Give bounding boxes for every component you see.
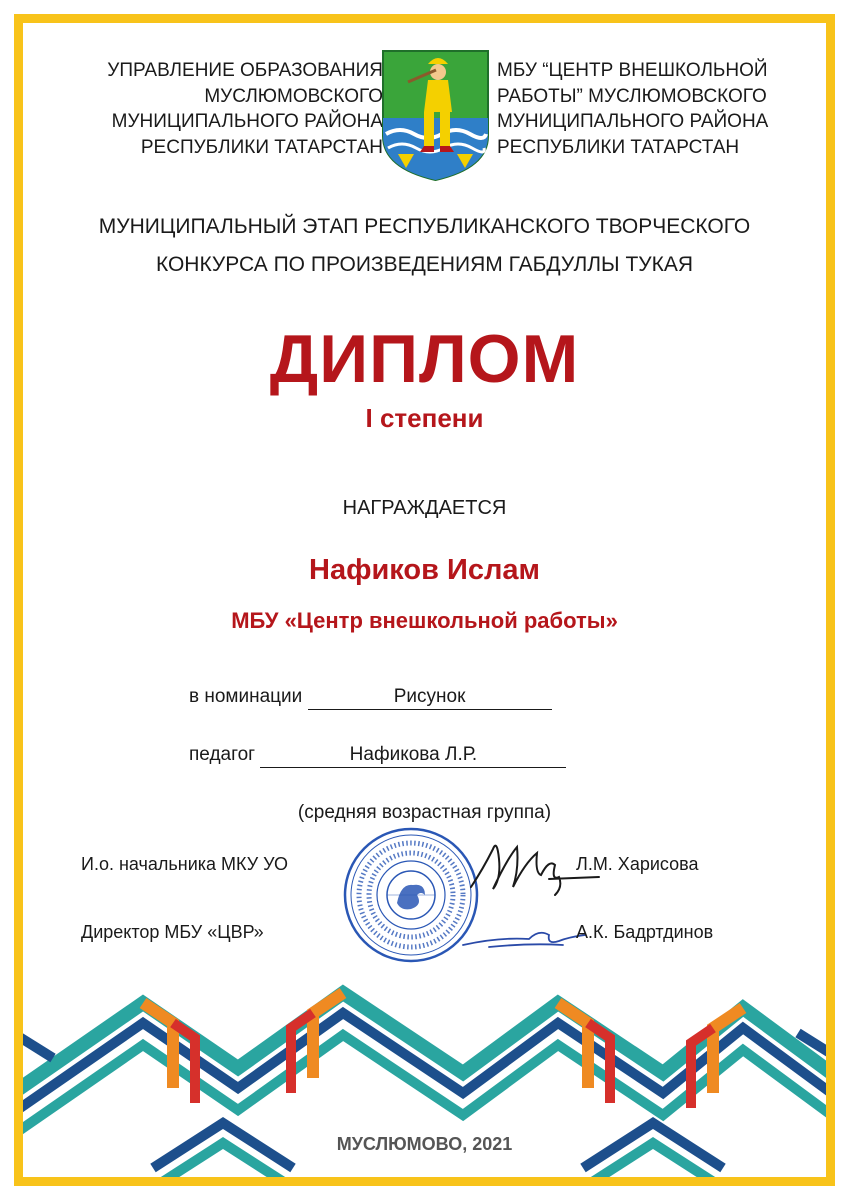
awarded-label: НАГРАЖДАЕТСЯ xyxy=(342,497,507,519)
nomination-label: в номинации xyxy=(189,686,303,707)
header-left-line: РЕСПУБЛИКИ ТАТАРСТАН xyxy=(140,136,383,158)
header-left-line: МУНИЦИПАЛЬНОГО РАЙОНА xyxy=(111,111,383,132)
first-signatory-role: И.о. начальника МКУ УО xyxy=(81,854,289,874)
handwritten-signature-icon xyxy=(459,921,589,953)
header-right-org xyxy=(497,58,817,160)
recipient-organization: МБУ «Центр внешкольной работы» xyxy=(231,608,618,633)
header-right-line: РАБОТЫ” МУСЛЮМОВСКОГО xyxy=(497,85,767,107)
teacher-row xyxy=(189,741,566,769)
diploma-title: ДИПЛОМ xyxy=(269,321,580,397)
header-right-line: МБУ “ЦЕНТР ВНЕШКОЛЬНОЙ xyxy=(497,60,768,81)
teacher-label: педагог xyxy=(189,744,256,765)
first-signatory-name: Л.М. Харисова xyxy=(576,854,699,874)
teacher-value: Нафикова Л.Р. xyxy=(260,743,566,768)
age-group: (средняя возрастная группа) xyxy=(297,802,552,823)
second-signatory-name: А.К. Бадртдинов xyxy=(576,922,714,942)
header-left-org xyxy=(83,58,383,160)
second-signatory-role: Директор МБУ «ЦВР» xyxy=(81,922,264,942)
place-and-year: МУСЛЮМОВО, 2021 xyxy=(336,1134,513,1154)
coat-of-arms-icon xyxy=(380,48,491,183)
contest-title xyxy=(23,208,826,284)
yellow-frame xyxy=(14,14,835,1186)
recipient-name: Нафиков Ислам xyxy=(309,554,540,586)
nomination-value: Рисунок xyxy=(308,685,552,710)
header-left-line: МУСЛЮМОВСКОГО xyxy=(204,85,383,107)
header-right-line: МУНИЦИПАЛЬНОГО РАЙОНА xyxy=(497,111,769,132)
contest-title-line: КОНКУРСА ПО ПРОИЗВЕДЕНИЯМ ГАБДУЛЛЫ ТУКАЯ xyxy=(155,253,694,276)
contest-title-line: МУНИЦИПАЛЬНЫЙ ЭТАП РЕСПУБЛИКАНСКОГО ТВОРЧЕСКОГО xyxy=(98,215,751,238)
header-right-line: РЕСПУБЛИКИ ТАТАРСТАН xyxy=(497,136,740,158)
nomination-row xyxy=(189,683,552,711)
header-left-line: УПРАВЛЕНИЕ ОБРАЗОВАНИЯ xyxy=(107,60,383,81)
diploma-degree: I степени xyxy=(365,403,484,433)
